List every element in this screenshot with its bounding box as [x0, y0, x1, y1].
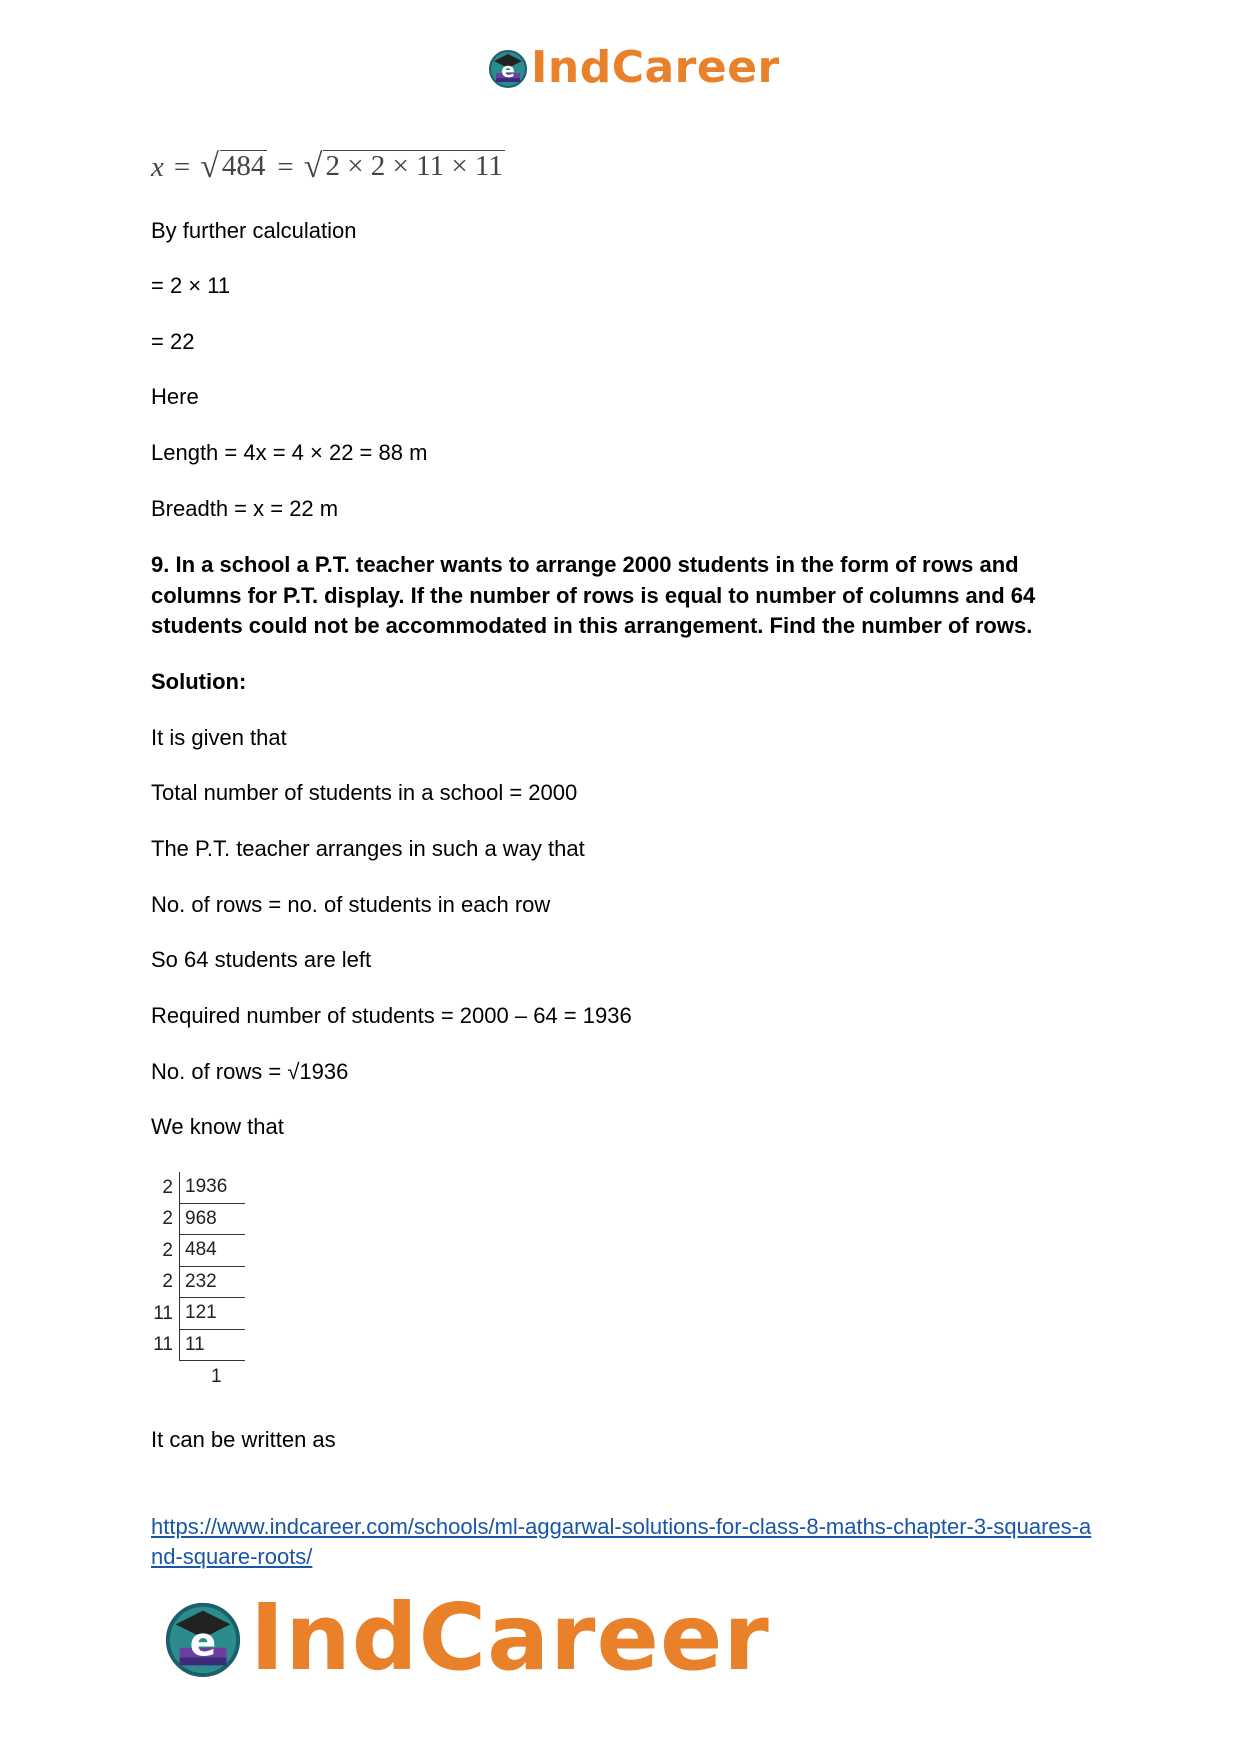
prime-factorization-table	[151, 1172, 245, 1393]
text-line: By further calculation	[151, 218, 357, 243]
factor-row: 2 968	[151, 1204, 245, 1236]
brand-name: IndCareer	[250, 1584, 770, 1691]
factor-row: 2 484	[151, 1235, 245, 1267]
brand-name: IndCareer	[531, 42, 780, 93]
svg-text:e: e	[189, 1620, 217, 1666]
math-variable: x	[151, 150, 164, 183]
factor-row: 2 232	[151, 1267, 245, 1299]
text-line: The P.T. teacher arranges in such a way that	[151, 836, 585, 861]
text-line: No. of rows = no. of students in each row	[151, 892, 551, 917]
text-line: Length = 4x = 4 × 22 = 88 m	[151, 440, 428, 465]
text-line: We know that	[151, 1114, 284, 1139]
factor-row: 2 1936	[151, 1172, 245, 1204]
text-line: = 22	[151, 329, 195, 354]
solution-label: Solution:	[151, 669, 247, 694]
header-logo	[487, 42, 780, 93]
svg-text:e: e	[501, 57, 515, 82]
factor-row: 11 11	[151, 1330, 245, 1362]
equals-sign: =	[277, 150, 294, 183]
text-line: = 2 × 11	[151, 273, 231, 298]
text-line: Breadth = x = 22 m	[151, 496, 339, 521]
text-line: Here	[151, 384, 199, 409]
math-equation	[151, 150, 505, 184]
factor-row: 1	[211, 1365, 222, 1387]
factor-row: 11 121	[151, 1298, 245, 1330]
text-line: It is given that	[151, 725, 287, 750]
footer-logo	[162, 1584, 770, 1691]
sqrt-product: √ 2 × 2 × 11 × 11	[303, 148, 503, 185]
equals-sign: =	[173, 150, 191, 183]
text-line: Total number of students in a school = 2000	[151, 780, 578, 805]
question-9: 9. In a school a P.T. teacher wants to arrange 2000 students in the form of rows and columns for P.T. display. If the number of rows is equal to number of columns and 64 students could not be accommodated in this arrangement. Find the number of rows.	[151, 552, 1036, 638]
text-line: No. of rows = √1936	[151, 1059, 349, 1084]
text-line: So 64 students are left	[151, 947, 372, 972]
text-line: It can be written as	[151, 1427, 336, 1452]
sqrt-484: √ 484	[200, 148, 266, 185]
graduation-book-icon	[487, 47, 529, 89]
text-line: Required number of students = 2000 – 64 = 1936	[151, 1003, 632, 1028]
graduation-book-icon	[162, 1597, 244, 1679]
source-link[interactable]: https://www.indcareer.com/schools/ml-aggarwal-solutions-for-class-8-maths-chapter-3-squares-and-square-roots/	[151, 1514, 1092, 1569]
